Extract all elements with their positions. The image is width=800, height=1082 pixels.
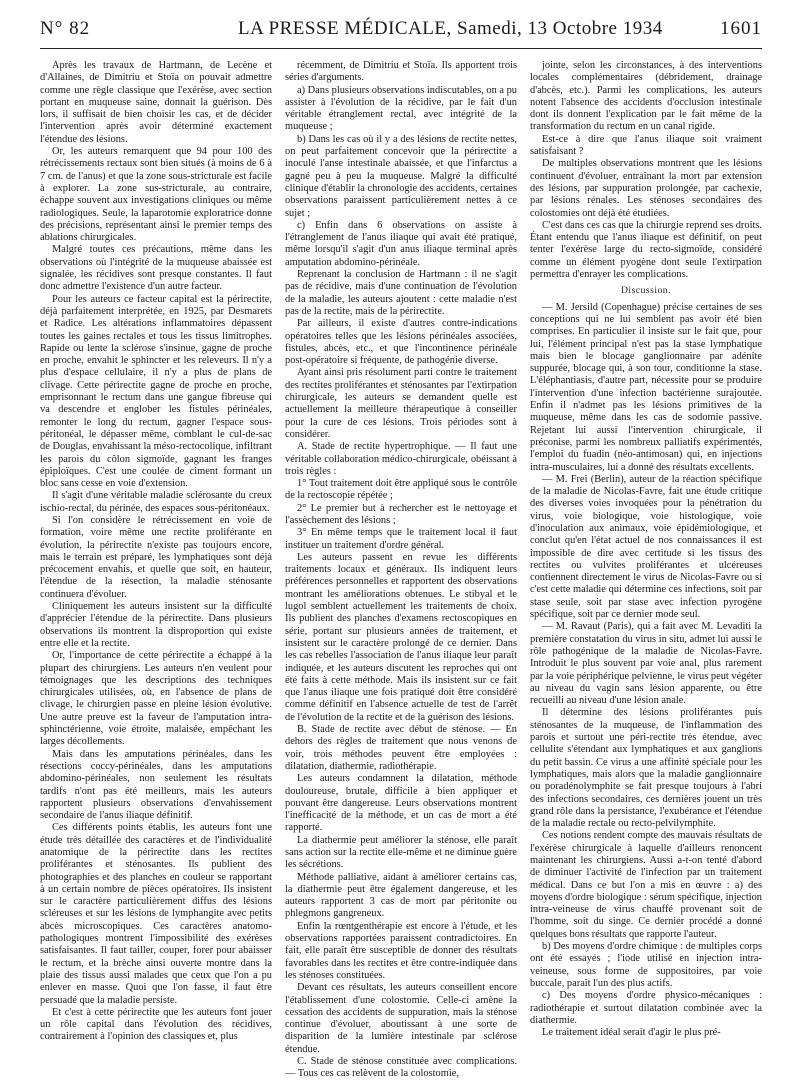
- paragraph: a) Dans plusieurs observations indiscutables, on a pu assister à l'évolution de la récidive, par le fait d'un véritable étranglement rectal, avec intégrité de la muqueuse ;: [285, 84, 517, 133]
- paragraph: Cliniquement les auteurs insistent sur la difficulté d'apprécier l'étendue de la périrectite. Dans plusieurs observations ils montrent la disproportion qui existe entre elle et la rectite.: [40, 601, 272, 649]
- paragraph: Et c'est à cette périrectite que les auteurs font jouer un rôle capital dans l'évolution des récidives, contrairement à l'opinion des classiques et, plus: [40, 1006, 272, 1043]
- paragraph: C. Stade de sténose constituée avec complications. — Tous ces cas relèvent de la colostomie,: [285, 1056, 517, 1080]
- paragraph: Les auteurs condamnent la dilatation, méthode douloureuse, brutale, difficile à bien appliquer et pouvant être dangereuse. Leurs observations montrent l'inefficacité de la méthode, et un cas de mort a été rapporté.: [285, 773, 517, 834]
- paragraph: Après les travaux de Hartmann, de Lecène et d'Allaines, de Dimitriu et Stoïa on pouvait admettre comme une règle classique que l'exérèse, avec section portant en muqueuse saine, donnait la guérison. Dès lors, il suffisait de bien choisir les cas, et de décider l'intervention après avoir déterminé exactement l'étendue des lésions.: [40, 60, 272, 145]
- paragraph: Or, l'importance de cette périrectite a échappé à la plupart des chirurgiens. Les auteurs n'en veulent pour témoignages que les descriptions des techniques chirurgicales utilisées, où, en l'absence de plans de clivage, le chirurgien passe en pleine lésion évolutive. Une autre preuve est la faveur de l'amputation intra-sphinctérienne, voie étroite, malaisée, empêchant les larges décollements.: [40, 650, 272, 748]
- paragraph: Il détermine des lésions proliférantes puis sténosantes de la muqueuse, de l'inflammation des parois et surtout une péri-rectite très étendue, avec cellulite s'étendant aux lymphatiques et aux ganglions du petit bassin. Ce virus a une affinité spéciale pour les lymphatiques, mais alors que la maladie ganglionnaire ou poradénolymphite se fait presque toujours à l'abri des infections secondaires, ces dernières jouent un très grand rôle dans la persistance, l'exubérance et l'étendue de la maladie rectale ou recto-pelvilymphite.: [530, 707, 762, 830]
- paragraph: Ayant ainsi pris résolument parti contre le traitement des rectites proliférantes et sténosantes par l'extirpation chirurgicale, les auteurs se demandent quelle est actuellement la meilleure thérapeutique à conseiller pour la cure de ces lésions. Trois périodes sont à considérer.: [285, 367, 517, 440]
- paragraph: Ces différents points établis, les auteurs font une étude très détaillée des caractères et de l'individualité anatomique de la périrectite dans les rectites proliférantes et sténosantes. Ils publient des photographies et des planches en couleur se rapportant à un certain nombre de pièces opératoires. Ils insistent sur le caractère particulièrement diffus des lésions scléreuses et sur les lésions de lymphangite avec petits abcès microscopiques. Ces caractères anatomo-pathologiques montrent l'impossibilité des exérèses satisfaisantes. Il faut tailler, couper, forer pour abaisser le rectum, et la brèche ainsi ouverte montre dans la plaie des tissus aussi malades que ceux que l'on a pu enlever en masse. Quoi que l'on fasse, il faut être persuadé que la maladie persiste.: [40, 822, 272, 1006]
- paragraph: Malgré toutes ces précautions, même dans les observations où l'intégrité de la muqueuse abaissée est signalée, les récidives sont presque constantes. Il faut donc admettre l'existence d'un autre facteur.: [40, 244, 272, 293]
- paragraph: — M. Ravaut (Paris), qui a fait avec M. Levaditi la première constatation du virus in situ, admet lui aussi le rôle pathogénique de la maladie de Nicolas-Favre. Introduit le plus souvent par voie anal, plus rarement par la voie périphérique pelvienne, le virus peut végéter au niveau du vagin sans lésion apparente, ou être recueilli au niveau d'une lésion anale.: [530, 621, 763, 707]
- paragraph: Enfin la rœntgenthérapie est encore à l'étude, et les observations rapportées paraissent contradictoires. En fait, elle paraît être susceptible de donner des résultats favorables dans les rectites et être contre-indiquée dans les sténoses constituées.: [285, 920, 517, 981]
- issue-number: N° 82: [40, 18, 91, 39]
- journal-title: LA PRESSE MÉDICALE, Samedi, 13 Octobre 1934: [238, 18, 663, 39]
- paragraph: C'est dans ces cas que la chirurgie reprend ses droits. Étant entendu que l'anus iliaque est définitif, on peut tenter l'exérèse large du recto-sigmoïde, considéré comme un élément pyogène dont seule l'extirpation permettra d'enrayer les complications.: [530, 219, 762, 281]
- paragraph: De multiples observations montrent que les lésions continuent d'évoluer, entraînant la mort par extension des lésions, par suppuration prolongée, par cachexie, par lésions rénales. Les sténoses secondaires des colostomies ont déjà été étudiées.: [530, 158, 762, 219]
- paragraph: Méthode palliative, aidant à améliorer certains cas, la diathermie peut être également dangereuse, et les auteurs rapportent 3 cas de mort par péritonite ou phlegmons gangreneux.: [285, 871, 517, 920]
- article-columns: [40, 60, 763, 1080]
- paragraph: Le traitement idéal serait d'agir le plus pré-: [542, 1027, 721, 1039]
- page-number: 1601: [720, 18, 762, 39]
- paragraph: — M. Frei (Berlin), auteur de la réaction spécifique de la maladie de Nicolas-Favre, fait une étude critique des diverses voies invoquées pour la pénétration du virus, voie biologique, voie histologique, voie d'inoculation aux animaux, voie épidémiologique, et conclut qu'en l'état actuel de nos connaissances il est impossible de dire avec certitude si les tissus des rectites ou vulvites proliférantes et ulcéreuses contiennent directement le virus de Nicolas-Favre ou si c'est cette maladie qui détermine ces infections, soit par stase seule, soit par stase avec infection pyrogène spécifique, soit par ce dernier mode seul.: [530, 473, 762, 621]
- paragraph: 3° En même temps que le traitement local il faut instituer un traitement d'ordre général.: [285, 527, 517, 551]
- paragraph: Ces notions rendent compte des mauvais résultats de l'exérèse chirurgicale à laquelle d'ailleurs renoncent maintenant les chirurgiens. Aussi a-t-on tenté d'abord de diminuer l'activité de l'infection par un traitement médical. Dans ce but l'on a mis en œuvre : a) des moyens d'ordre biologique : sérum spécifique, injection intra-veineuse de virus chauffé provenant soit de l'homme, soit du singe. Ce dernier procédé a donné quelques bons résultats que rapporte l'auteur.: [530, 830, 762, 940]
- paragraph: jointe, selon les circonstances, à des interventions locales complémentaires (débridement, drainage d'abcès, etc.). Parmi les complications, les auteurs notent l'absence des accidents d'occlusion intestinale dont ils donnent l'explication par le fait même de la transformation du rectum en un canal rigide.: [530, 60, 762, 133]
- section-heading: Discussion.: [620, 285, 671, 297]
- paragraph: — M. Jersild (Copenhague) précise certaines de ses conceptions qui ne lui semblent pas avoir été bien comprises. En particulier il insiste sur le fait que, pour lui, l'élément principal n'est pas la stase lymphatique mais bien le blocage ganglionnaire par adénite suppurée, blocage qui, à son tour, conditionne la stase. L'éléphantiasis, d'autre part, nécessite pour se produire l'intervention d'une infection bactérienne surajoutée. Enfin il n'admet pas les lésions primitives de la muqueuse, même dans les cas de sodomie passive. Rejetant lui aussi l'intervention chirurgicale, il préconise, parmi les nombreux palliatifs expérimentés, l'emploi du fuadin (néo-antimosan) qui, en injections intra-musculaires, lui a donné des résultats excellents.: [530, 301, 762, 473]
- paragraph: A. Stade de rectite hypertrophique. — Il faut une véritable collaboration médico-chirurgicale, obéissant à trois règles :: [285, 441, 517, 477]
- paragraph: Par ailleurs, il existe d'autres contre-indications opératoires telles que les lésions périnéales associées, fistules, abcès, etc., et que l'incontinence périnéale post-opératoire si fréquente, de pathogénie diverse.: [285, 318, 517, 367]
- paragraph: b) Dans les cas où il y a des lésions de rectite nettes, on peut parfaitement concevoir que la périrectite a inoculé l'anse intestinale abaissée, et que l'infarctus a gagné peu à peu la muqueuse. Malgré la difficulté clinique d'établir la chronologie des accidents, certaines observations paraissent particulièrement nettes à ce sujet ;: [285, 133, 517, 219]
- paragraph: Pour les auteurs ce facteur capital est la périrectite, déjà parfaitement interprétée, en 1925, par Desmarets et Radice. Les altérations inflammatoires dépassent toutes les gaines rectales et tous les tissus limitrophes. Rapide ou lente la sclérose s'insinue, gagne de proche en proche, envahit le sphincter et les releveurs. Il n'y a plus d'espace cellulaire, il n'y a plus de plans de clivage. Cette périrectite gagne de proche en proche, emprisonnant le rectum dans une gangue fibreuse qui va descendre et englober les fistules périnéales, remonter le long du rectum, gagner l'espace sous-péritonéal, le dépasser même, comblant le cul-de-sac de Douglas, envahissant la méso-rectocolique, infiltrant les parois du côlon sigmoïde, gagnant les franges épiploïques. C'est une coulée de ciment formant un bloc sans cesse en voie d'extension.: [40, 293, 272, 490]
- paragraph: Or, les auteurs remarquent que 94 pour 100 des rétrécissements rectaux sont bien situés (à moins de 6 à 7 cm. de l'anus) et que la zone sous-stricturale est facile à explorer. La zone sus-stricturale, au contraire, échappe souvent aux investigations cliniques ou même radiologiques. Seule, la laparotomie exploratrice donne des précisions, représentant ainsi le premier temps des ablations chirurgicales.: [40, 146, 272, 244]
- paragraph: c) Des moyens d'ordre physico-mécaniques : radiothérapie et surtout dilatation combinée avec la diathermie.: [530, 990, 762, 1026]
- paragraph: La diathermie peut améliorer la sténose, elle paraît sans action sur la rectite elle-même et ne diminue guère les sécrétions.: [285, 834, 517, 871]
- paragraph: Les auteurs passent en revue les différents traitements locaux et généraux. Ils indiquent leurs préférences personnelles et rapportent des observations montrant les améliorations obtenues. Le stibyal et le lugol semblent actuellement les traitements de choix. Ils publient des planches d'examens rectoscopiques en série, portant sur plusieurs années de traitement, et insistent sur le caractère prolongé de ce dernier. Dans les cas rebelles l'association de l'anus iliaque leur paraît indiquée, et les auteurs discutent les reproches qui ont été faits à cette méthode. Mais ils insistent sur ce fait que l'anus iliaque une fois pratiqué doit être considéré comme définitif en l'absence actuelle de test de l'arrêt de l'évolution de la rectite et de la guérison des lésions.: [285, 551, 517, 723]
- paragraph: c) Enfin dans 6 observations on assiste à l'étranglement de l'anus iliaque qui avait été pratiqué, même lorsqu'il s'agit d'un anus iliaque terminal après amputation abdomino-périnéale.: [285, 219, 517, 268]
- paragraph: 2° Le premier but à rechercher est le nettoyage et l'assèchement des lésions ;: [285, 502, 517, 526]
- column-left: [40, 60, 272, 1072]
- paragraph: Il s'agit d'une véritable maladie sclérosante du creux ischio-rectal, du périnée, des espaces sous-péritonéaux.: [40, 490, 272, 514]
- paragraph: 1° Tout traitement doit être appliqué sous le contrôle de la rectoscopie répétée ;: [285, 478, 517, 502]
- paragraph: Devant ces résultats, les auteurs conseillent encore l'établissement d'une colostomie. Celle-ci amène la cessation des accidents de suppuration, mais la sténose continue d'évoluer, aboutissant à une sorte de disparition de la lumière intestinale par sclérose étendue.: [285, 982, 517, 1055]
- paragraph: Mais dans les amputations périnéales, dans les résections coccy-périnéales, dans les amputations abdomino-périnéales, non seulement les résultats tardifs n'ont pas été meilleurs, mais les auteurs rapportent plusieurs observations d'envahissement secondaire de l'anus iliaque définitif.: [40, 748, 272, 822]
- paragraph: B. Stade de rectite avec début de sténose. — En dehors des règles de traitement que nous venons de voir, trois méthodes peuvent être employées : dilatation, diathermie, radiothérapie.: [285, 724, 517, 772]
- paragraph: Reprenant la conclusion de Hartmann : il ne s'agit pas de récidive, mais d'une continuation de l'évolution de la maladie, les auteurs ajoutent : cette maladie n'est pas de la rectite, mais de la périrectite.: [285, 269, 517, 317]
- paragraph: Est-ce à dire que l'anus iliaque soit vraiment satisfaisant ?: [530, 133, 762, 158]
- paragraph: Si l'on considère le rétrécissement en voie de formation, voire même une rectite proliférante en évolution, la périrectite n'existe pas toujours encore, mais le terrain est préparé, les lymphatiques sont déjà précocement envahis, et quelle que soit, en hauteur, l'étendue de la résection, la maladie sténosante continuera d'évoluer.: [40, 514, 272, 600]
- column-middle: [285, 60, 517, 1080]
- page-header: [40, 12, 762, 49]
- paragraph: récemment, de Dimitriu et Stoïa. Ils apportent trois séries d'arguments.: [285, 60, 517, 84]
- column-right: [530, 60, 762, 1072]
- paragraph: b) Des moyens d'ordre chimique : de multiples corps ont été essayés ; l'iode utilisé en injection intra-veineuse, sous forme de suppositoires, par voie buccale, paraît l'un des plus actifs.: [530, 941, 762, 989]
